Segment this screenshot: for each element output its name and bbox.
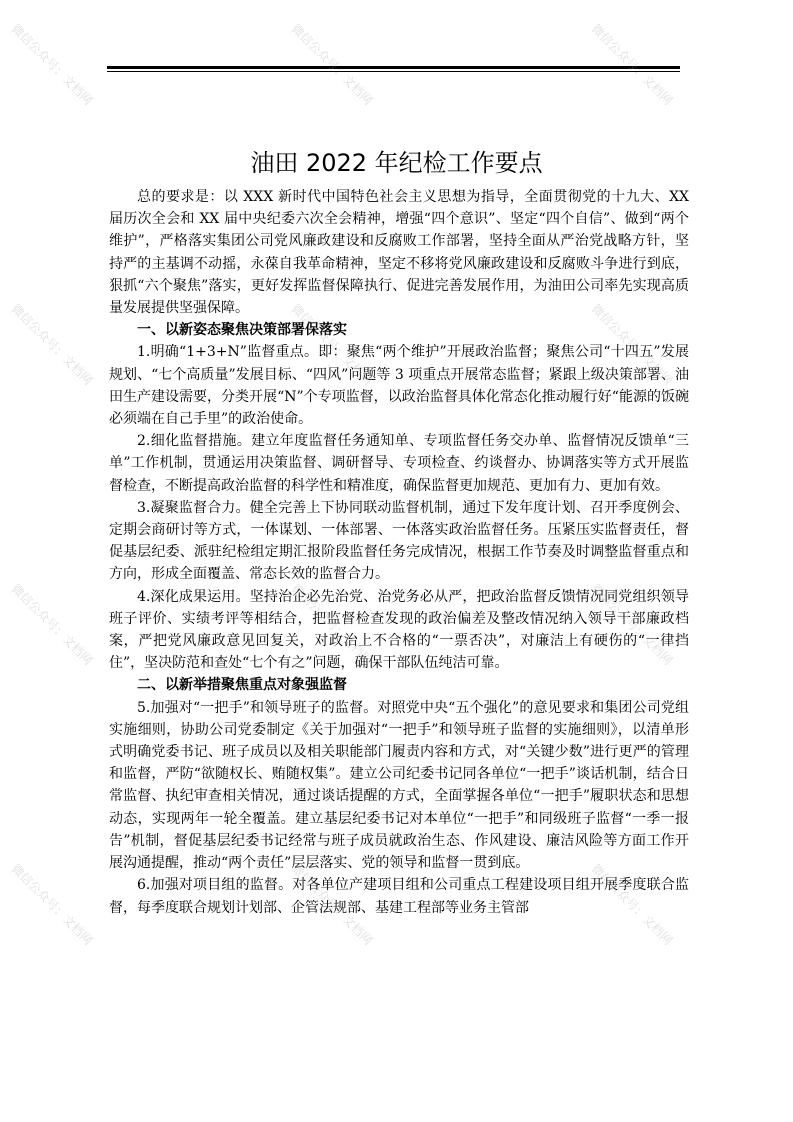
paragraph-3: 3.凝聚监督合力。健全完善上下协同联动监督机制，通过下发年度计划、召开季度例会、定期会商研讨等方式，一体谋划、一体部署、一体落实政治监督任务。压紧压实监督责任，督促基层纪委、派驻纪检组定期汇报阶段监督任务完成情况，根据工作节奏及时调整监督重点和方向，形成全面覆盖、常态长效的监督合力。 xyxy=(109,499,689,583)
watermark: 微信公众号：文档网 xyxy=(588,581,675,668)
watermark: 微信公众号：文档网 xyxy=(8,21,95,108)
watermark: 微信公众号：文档网 xyxy=(588,861,675,948)
watermark: 微信公众号：文档网 xyxy=(288,301,375,388)
watermark: 微信公众号：文档网 xyxy=(8,581,95,668)
watermark: 微信公众号：文档网 xyxy=(588,21,675,108)
watermark: 微信公众号：文档网 xyxy=(588,301,675,388)
paragraph-2: 2.细化监督措施。建立年度监督任务通知单、专项监督任务交办单、监督情况反馈单“三单”工作机制，贯通运用决策监督、调研督导、专项检查、约谈督办、协调落实等方式开展监督检查，不断提高政治监督的科学性和精准度，确保监督更加规范、更加有力、更加有效。 xyxy=(109,433,689,494)
paragraph-1: 1.明确“1+3+N”监督重点。即：聚焦“两个维护”开展政治监督；聚焦公司“十四五”发展规划、“七个高质量”发展目标、“四风”问题等 3 项重点开展常态监督；紧跟上级决策部署、油田生产建设需要，分类开展“N”个专项监督，以政治监督具体化常态化推动履行好“能源的饭碗必须端在自己手里”的政治使命。 xyxy=(109,344,689,428)
section-heading-2: 二、以新举措聚焦重点对象强监督 xyxy=(137,677,347,694)
header-rule-thick xyxy=(107,66,680,69)
watermark: 微信公众号：文档网 xyxy=(288,861,375,948)
watermark: 微信公众号：文档网 xyxy=(288,21,375,108)
document-body xyxy=(109,186,689,919)
watermark: 微信公众号：文档网 xyxy=(288,581,375,668)
header-double-rule xyxy=(107,66,680,72)
paragraph-4: 4.深化成果运用。坚持治企必先治党、治党务必从严，把政治监督反馈情况同党组织领导班子评价、实绩考评等相结合，把监督检查发现的政治偏差及整改情况纳入领导干部廉政档案，严把党风廉政意见回复关，对政治上不合格的“一票否决”，对廉洁上有硬伤的“一律挡住”，坚决防范和查处“七个有之”问题，确保干部队伍纯洁可靠。 xyxy=(109,588,689,672)
intro-paragraph: 总的要求是：以 XXX 新时代中国特色社会主义思想为指导，全面贯彻党的十九大、XX 届历次全会和 XX 届中央纪委六次全会精神，增强“四个意识”、坚定“四个自信”、做到“两个维护”，严格落实集团公司党风廉政建设和反腐败工作部署，坚持全面从严治党战略方针，坚持严的主基调不动摇，永葆自我革命精神，坚定不移将党风廉政建设和反腐败斗争进行到底，狠抓“六个聚焦”落实，更好发挥监督保障执行、促进完善发展作用，为油田公司率先实现高质量发展提供坚强保障。 xyxy=(109,189,689,317)
document-title: 油田 2022 年纪检工作要点 xyxy=(250,149,543,177)
paragraph-5: 5.加强对“一把手”和领导班子的监督。对照党中央“五个强化”的意见要求和集团公司党组实施细则，协助公司党委制定《关于加强对“一把手”和领导班子监督的实施细则》，以清单形式明确党委书记、班子成员以及相关职能部门履责内容和方式，对“关键少数”进行更严的管理和监督，严防“欲随权长、贿随权集”。建立公司纪委书记同各单位“一把手”谈话机制，结合日常监督、执纪审查相关情况，通过谈话提醒的方式，全面掌握各单位“一把手”履职状态和思想动态，实现两年一轮全覆盖。建立基层纪委书记对本单位“一把手”和同级班子监督“一季一报告”机制，督促基层纪委书记经常与班子成员就政治生态、作风建设、廉洁风险等方面工作开展沟通提醒，推动“两个责任”层层落实、党的领导和监督一贯到底。 xyxy=(109,699,689,872)
paragraph-6: 6.加强对项目组的监督。对各单位产建项目组和公司重点工程建设项目组开展季度联合监督，每季度联合规划计划部、企管法规部、基建工程部等业务主管部 xyxy=(109,877,689,916)
section-heading-1: 一、以新姿态聚焦决策部署保落实 xyxy=(137,322,347,339)
header-rule-thin xyxy=(107,71,680,72)
watermark: 微信公众号：文档网 xyxy=(8,861,95,948)
watermark: 微信公众号：文档网 xyxy=(8,301,95,388)
